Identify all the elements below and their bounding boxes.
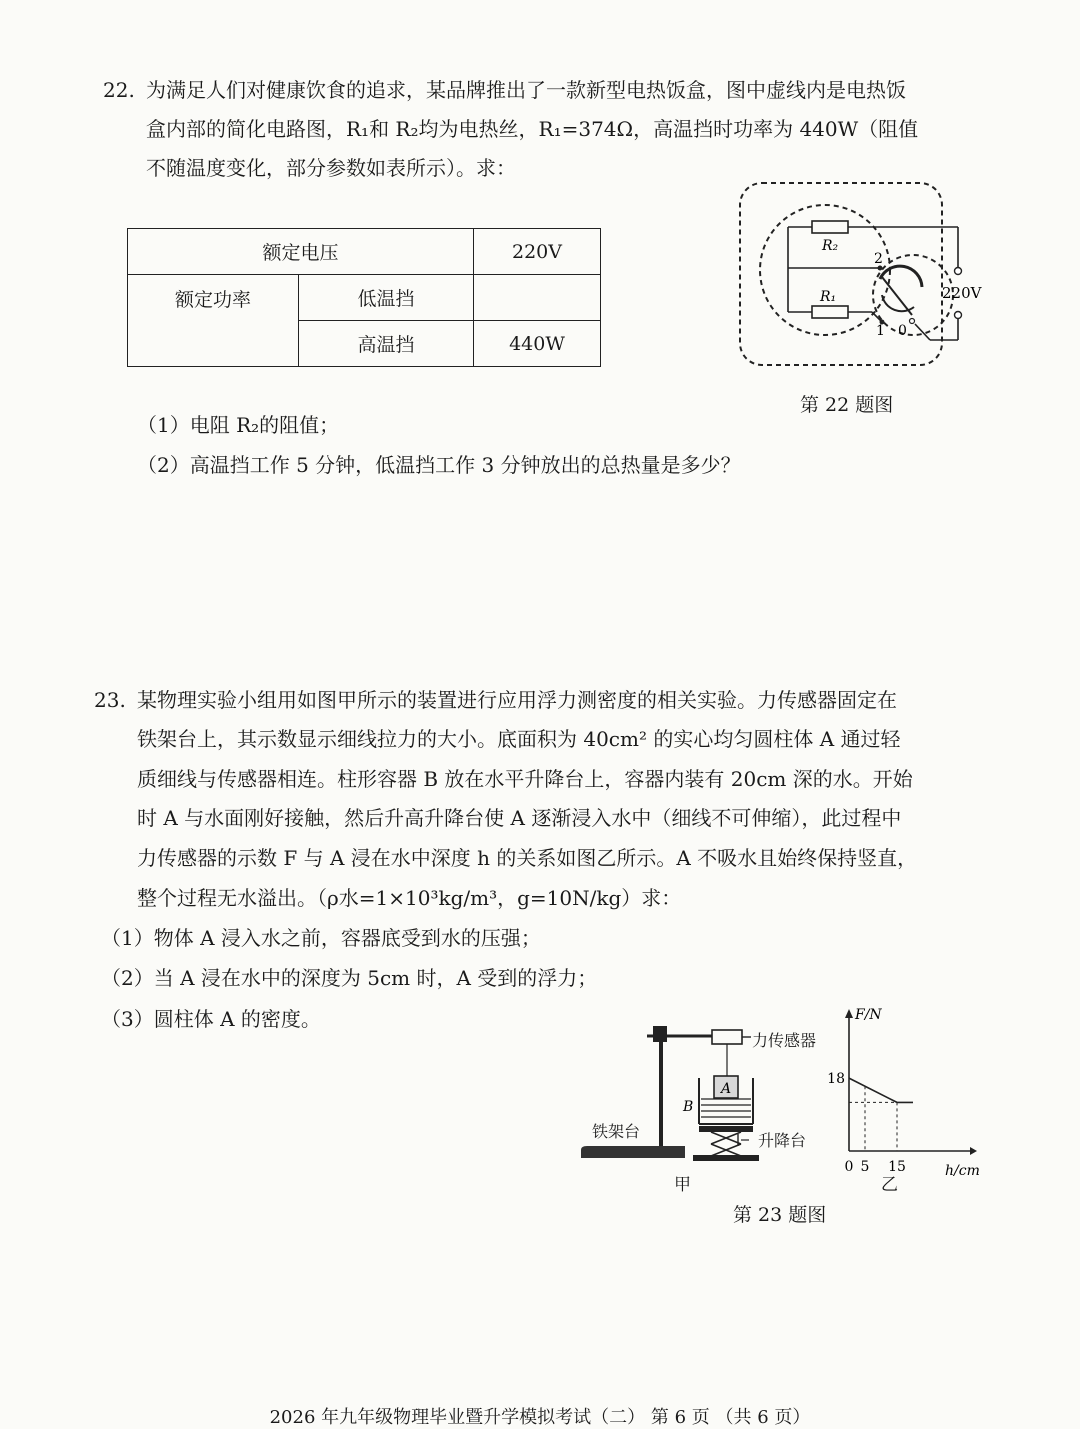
rated-voltage-label: 额定电压: [128, 229, 474, 275]
force-sensor: [712, 1030, 742, 1044]
stand-base: [581, 1146, 685, 1158]
low-gear-label: 低温挡: [299, 275, 474, 321]
q23-force-depth-chart: [825, 1003, 1000, 1188]
q23-number: 23.: [94, 688, 126, 712]
q22-line-3: 不随温度变化，部分参数如表所示）。求：: [146, 156, 516, 180]
q23-line-6: 整个过程无水溢出。（ρ水=1×10³kg/m³，g=10N/kg）求：: [137, 886, 682, 910]
q22-number: 22.: [103, 78, 135, 102]
q22-line-1: 为满足人们对健康饮食的追求，某品牌推出了一款新型电热饭盒，图中虚线内是电热饭: [146, 78, 906, 102]
q22-parameter-table: [127, 228, 601, 367]
q23-line-1: 某物理实验小组用如图甲所示的装置进行应用浮力测密度的相关实验。力传感器固定在: [137, 688, 897, 712]
q22-line-2: 盒内部的简化电路图，R₁和 R₂均为电热丝，R₁=374Ω，高温挡时功率为 440W（阻值: [146, 117, 919, 141]
q23-figure-caption: 第 23 题图: [733, 1204, 827, 1226]
stand-label: 铁架台: [592, 1122, 641, 1141]
node-1-label: 1: [876, 323, 885, 339]
y-tick-18: 18: [827, 1071, 845, 1088]
r1-label: R₁: [820, 289, 837, 305]
q23-line-4: 时 A 与水面刚好接触，然后升高升降台使 A 逐渐浸入水中（细线不可伸缩），此过程中: [137, 806, 902, 830]
node-2-label: 2: [874, 251, 883, 267]
q23-sub2: （2）当 A 浸在水中的深度为 5cm 时，A 受到的浮力；: [101, 966, 598, 990]
force-series-line: [849, 1078, 913, 1102]
high-gear-value: 440W: [474, 321, 601, 367]
lift-label: 升降台: [758, 1131, 807, 1150]
node-0-label: 0: [898, 323, 907, 339]
container-b-label: B: [683, 1099, 694, 1115]
q23-sub1: （1）物体 A 浸入水之前，容器底受到水的压强；: [101, 926, 541, 950]
q23-line-3: 质细线与传感器相连。柱形容器 B 放在水平升降台上，容器内装有 20cm 深的水。开始: [137, 767, 913, 791]
page-footer: 2026 年九年级物理毕业暨升学模拟考试（二） 第 6 页 （共 6 页）: [269, 1407, 811, 1428]
sensor-label: 力传感器: [752, 1031, 817, 1050]
q22-sub2: （2）高温挡工作 5 分钟，低温挡工作 3 分钟放出的总热量是多少？: [137, 453, 741, 477]
rated-voltage-value: 220V: [474, 229, 601, 275]
x-tick-5: 5: [860, 1159, 870, 1175]
object-a-label: A: [721, 1081, 732, 1097]
x-tick-15: 15: [888, 1159, 906, 1175]
r1-resistor: [812, 306, 848, 318]
q23-line-2: 铁架台上，其示数显示细线拉力的大小。底面积为 40cm² 的实心均匀圆柱体 A 通过轻: [137, 727, 901, 751]
rated-power-label: 额定功率: [128, 275, 299, 367]
q22-circuit-diagram: [730, 175, 1000, 375]
y-axis-label: F/N: [855, 1007, 882, 1023]
r2-label: R₂: [822, 238, 839, 254]
voltage-label: 220V: [942, 284, 982, 302]
q23-line-5: 力传感器的示数 F 与 A 浸在水中深度 h 的关系如图乙所示。A 不吸水且始终保持竖直，: [137, 846, 918, 870]
q23-sub3: （3）圆柱体 A 的密度。: [101, 1007, 321, 1031]
high-gear-label: 高温挡: [299, 321, 474, 367]
q22-sub1: （1）电阻 R₂的阻值；: [137, 413, 340, 437]
y-axis-arrow: [845, 1009, 853, 1018]
x-tick-0: 0: [844, 1159, 854, 1175]
low-gear-value: [474, 275, 601, 321]
x-axis-arrow: [970, 1147, 977, 1155]
x-axis-label: h/cm: [945, 1163, 980, 1179]
r2-resistor: [812, 221, 848, 233]
yi-label: 乙: [881, 1175, 898, 1195]
jia-label: 甲: [674, 1175, 691, 1195]
q22-figure-caption: 第 22 题图: [800, 394, 894, 416]
lift-platform: [693, 1155, 759, 1161]
